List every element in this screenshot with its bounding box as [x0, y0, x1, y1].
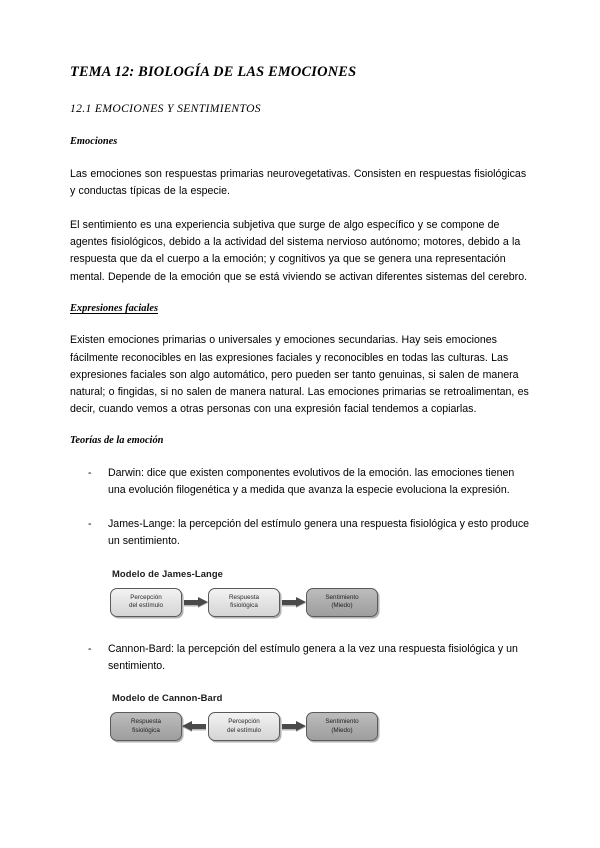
- flow-node-line-2: (Miedo): [331, 602, 353, 610]
- list-item-text: James-Lange: la percepción del estímulo genera una respuesta fisiológica y esto produce un sentimiento.: [108, 518, 530, 548]
- document-content: [70, 64, 532, 765]
- flow-node-line-1: Sentimiento: [325, 593, 359, 601]
- paragraph-emociones-1: Las emociones son respuestas primarias neurovegetativas. Consisten en respuestas fisiológicas y conductas típicas de la especie.: [70, 167, 527, 197]
- flow-node-line-1: Percepción: [130, 593, 162, 601]
- list-item-text: Cannon-Bard: la percepción del estímulo genera a la vez una respuesta fisiológica y un sentimiento.: [108, 642, 518, 672]
- diagram-caption: Modelo de James-Lange: [112, 567, 223, 579]
- arrow-right-icon: [280, 721, 306, 732]
- paragraph-emociones-2: El sentimiento es una experiencia subjetiva que surge de algo específico y se compone de agentes fisiológicos, debido a la actividad del sistema nervioso autónomo; motores, debido a la respuesta que da el cuerpo a la emoción; y cognitivos ya que se genera una representación mental. Depende de la emoción que se está viviendo se activan diferentes sistemas del cerebro.: [70, 219, 528, 283]
- flow-chart: [110, 588, 362, 617]
- flow-node-percepcion-del-estimulo: [208, 712, 280, 741]
- subheading-emociones: Emociones: [70, 136, 118, 148]
- theories-list-continued: [70, 641, 532, 675]
- flow-node-line-2: fisiológica: [132, 726, 160, 734]
- flow-chart: [110, 712, 362, 741]
- subheading-expresiones-faciales: Expresiones faciales: [70, 302, 159, 314]
- flow-node-line-1: Sentimiento: [325, 718, 359, 726]
- arrow-right-icon: [182, 597, 208, 608]
- flow-node-line-2: fisiológica: [230, 602, 258, 610]
- arrow-right-icon: [280, 597, 306, 608]
- flow-node-respuesta-fisiologica: [110, 712, 182, 741]
- list-item: [70, 641, 532, 675]
- list-item: [70, 516, 532, 550]
- bullet-dash-icon: -: [88, 466, 92, 479]
- subheading-teorias-de-la-emocion: Teorías de la emoción: [70, 435, 164, 447]
- diagram-cannon-bard: [70, 692, 532, 741]
- flow-node-percepcion-del-estimulo: [110, 588, 182, 617]
- flow-node-line-2: (Miedo): [331, 726, 353, 734]
- list-item-text: Darwin: dice que existen componentes evolutivos de la emoción. las emociones tienen una evolución filogenética y a medida que avanza la especie evoluciona la expresión.: [108, 466, 515, 497]
- flow-node-line-1: Respuesta: [228, 593, 260, 601]
- arrow-left-icon: [182, 721, 208, 732]
- flow-node-line-2: del estímulo: [129, 602, 163, 610]
- flow-node-line-1: Respuesta: [130, 718, 162, 726]
- flow-node-sentimiento: [306, 588, 378, 617]
- bullet-dash-icon: -: [88, 518, 92, 531]
- section-title: 12.1 EMOCIONES Y SENTIMIENTOS: [70, 102, 261, 116]
- flow-node-line-1: Percepción: [228, 718, 260, 726]
- page-title: TEMA 12: BIOLOGÍA DE LAS EMOCIONES: [70, 64, 357, 80]
- theories-list: [70, 465, 532, 551]
- diagram-james-lange: [70, 568, 532, 617]
- paragraph-expresiones-faciales-1: Existen emociones primarias o universales y emociones secundarias. Hay seis emociones fácilmente reconocibles en las expresiones faciales y reconocibles en todas las culturas. Las expresiones faciales son algo automático, pero pueden ser tanto genuinas, si salen de manera natural; o fingidas, si no salen de manera natural. Las emociones primarias se retroalimentan, es decir, cuando vemos a otras personas con una expresión facial tendemos a copiarlas.: [70, 334, 529, 416]
- flow-node-line-2: del estímulo: [227, 726, 261, 734]
- bullet-dash-icon: -: [88, 642, 92, 655]
- flow-node-sentimiento: [306, 712, 378, 741]
- diagram-caption: Modelo de Cannon-Bard: [112, 692, 223, 704]
- list-item: [70, 465, 532, 499]
- flow-node-respuesta-fisiologica: [208, 588, 280, 617]
